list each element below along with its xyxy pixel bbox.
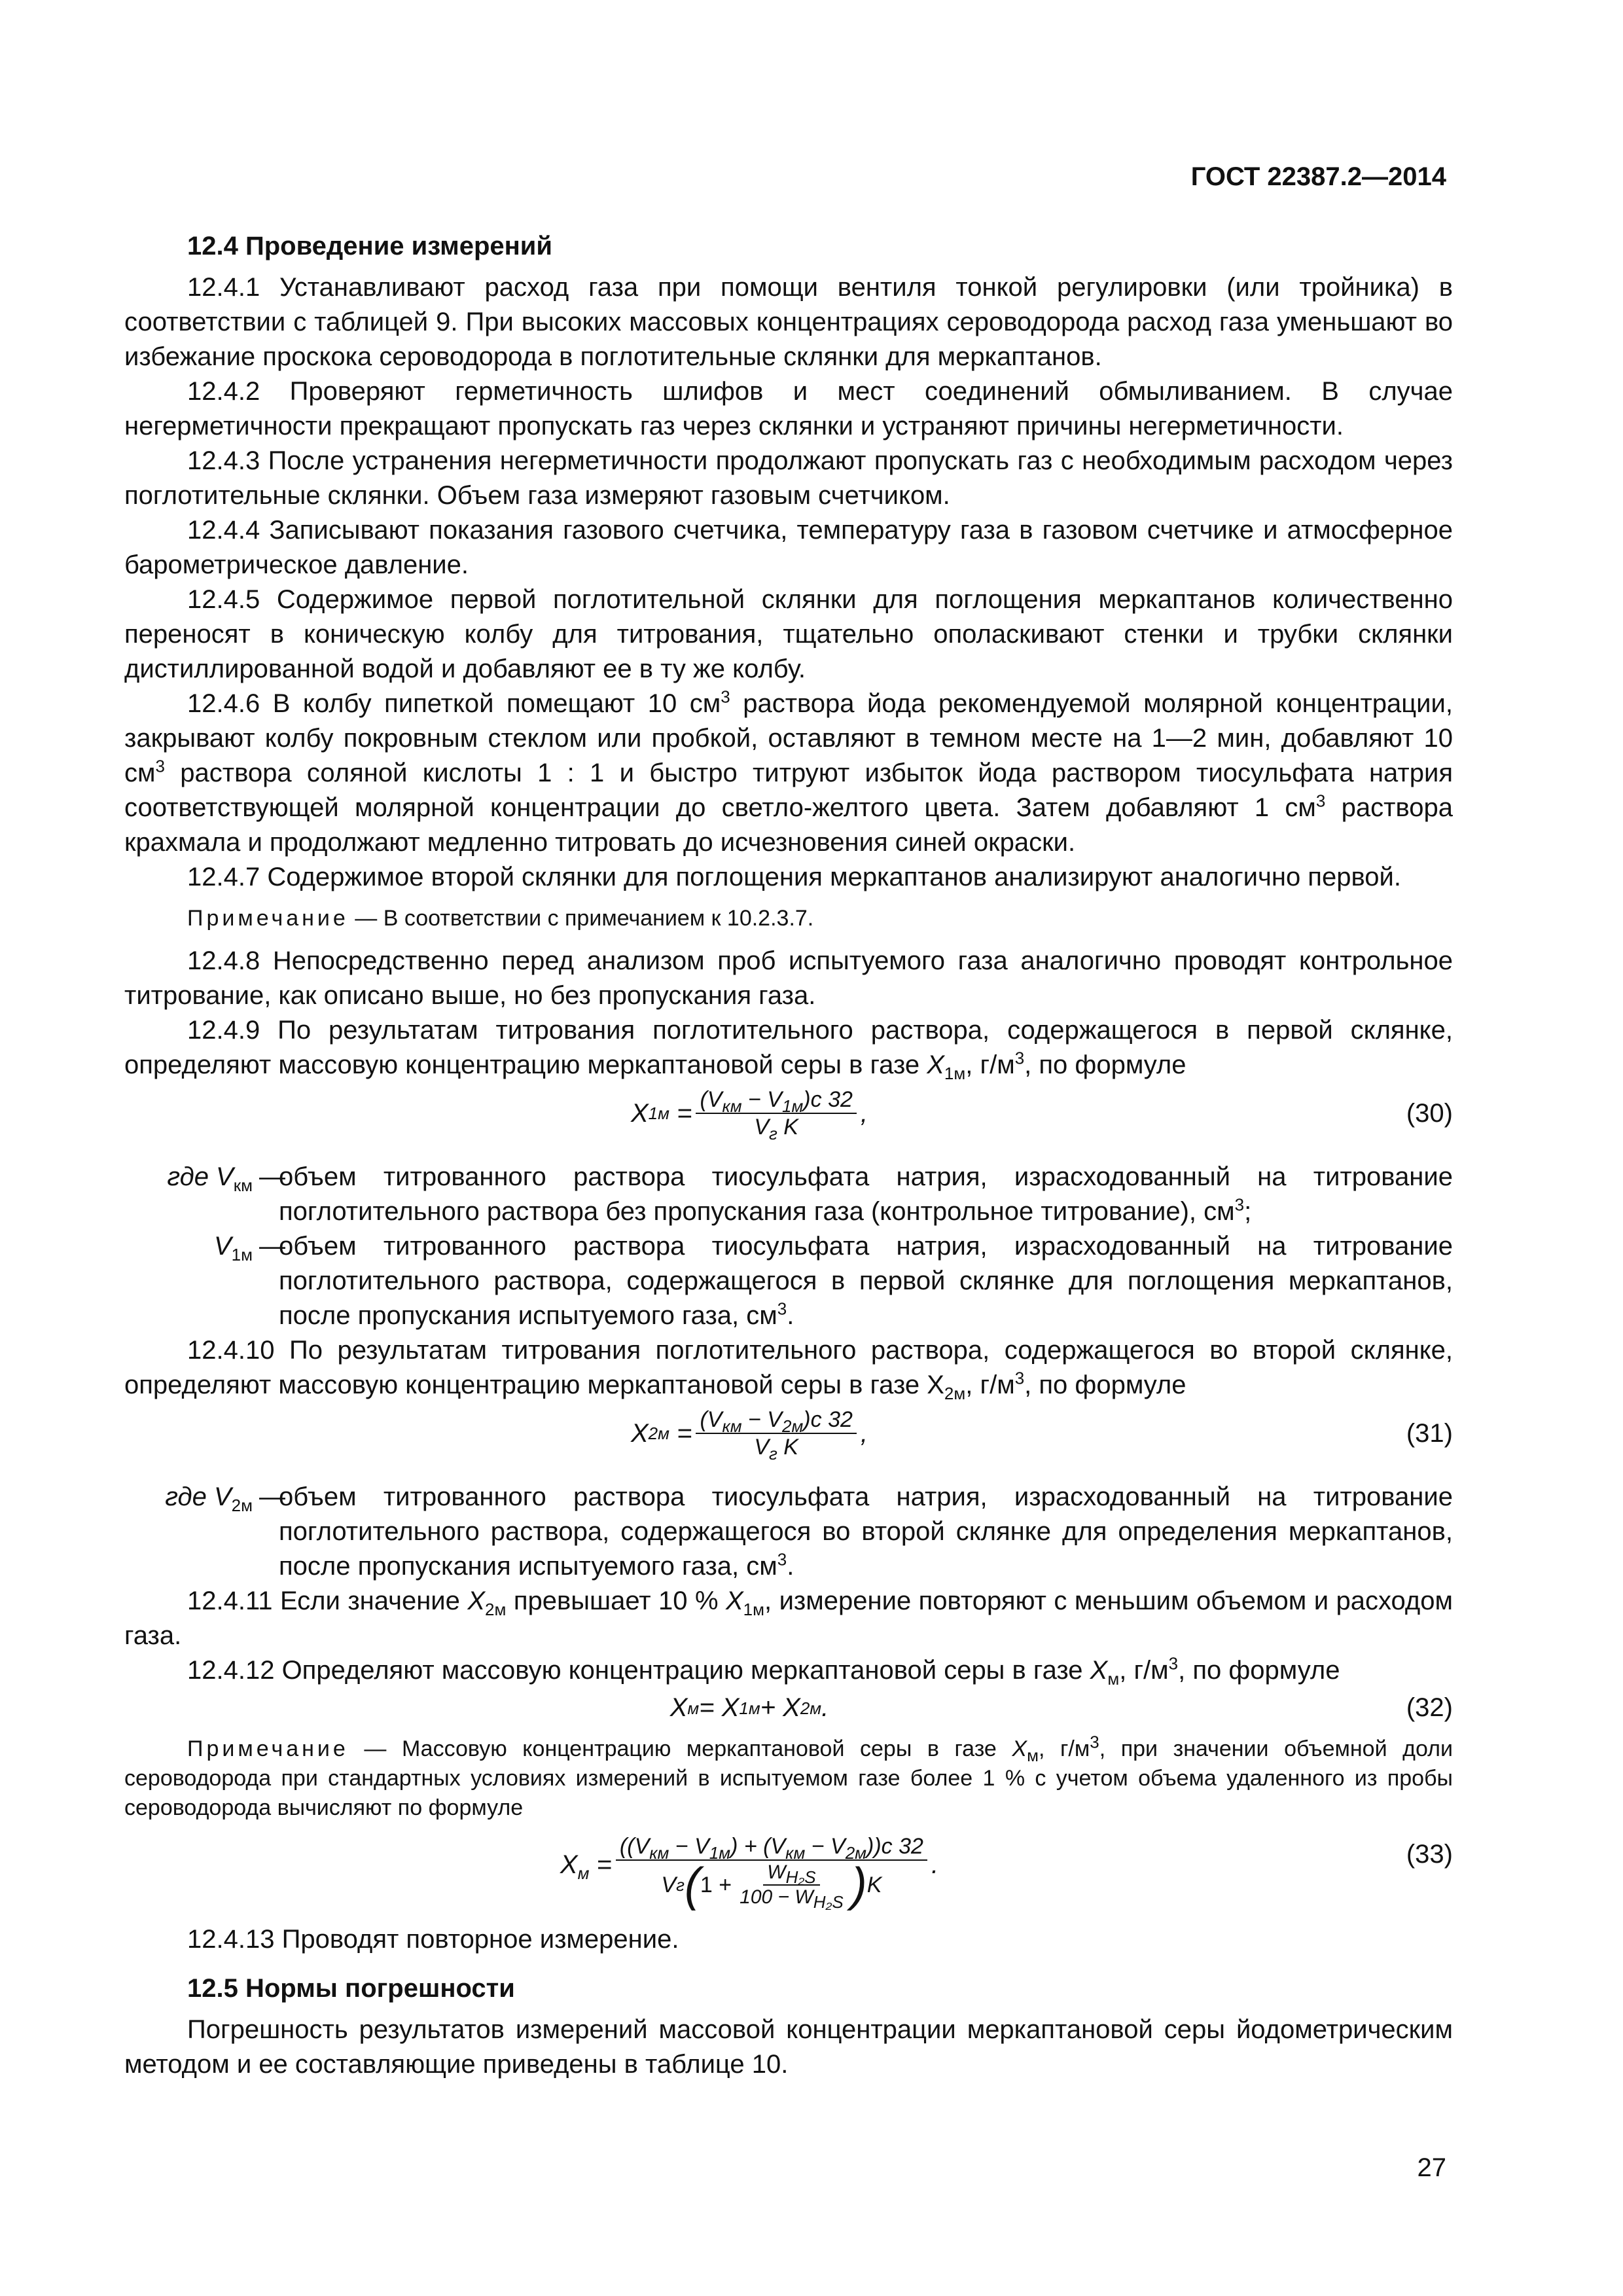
paragraph-12-4-6: 12.4.6 В колбу пипеткой помещают 10 $см^3$ раствора йода рекомендуемой молярной концентрации, закрывают колбу покровным стеклом или пробкой, оставляют в темном месте на 1—2 мин, добавляют 10 $см^3$ раствора соляной кислоты 1 : 1 и быстро титруют избыток йода раствором тиосульфата натрия соответствующей молярной концентрации до светло-желтого цвета. Затем добавляют 1 $см^3$ раствора крахмала и продолжают медленно титровать до исчезновения синей окраски.: [124, 687, 1454, 857]
paragraph-12-4-1: 12.4.1 Устанавливают расход газа при помощи вентиля тонкой регулировки (или тройника) в соответствии с таблицей 9. При высоких массовых концентрациях сероводорода расход газа уменьшают во избежание проскока сероводорода в поглотительные склянки для меркаптанов.: [124, 273, 1453, 371]
paragraph-12-4-4: 12.4.4 Записывают показания газового счетчика, температуру газа в газовом счетчике и атмосферное барометрическое давление.: [124, 516, 1453, 579]
formula-number-30: (30): [1406, 1098, 1453, 1128]
section-heading-12-5: 12.5 Нормы погрешности: [187, 1974, 515, 2003]
formula-number-32: (32): [1406, 1693, 1453, 1722]
paragraph-12-4-8: 12.4.8 Непосредственно перед анализом проб испытуемого газа аналогично проводят контрольное титрование, как описано выше, но без пропускания газа.: [124, 946, 1453, 1010]
document-id-header: ГОСТ 22387.2—2014: [1190, 162, 1446, 191]
paragraph-12-4-12: 12.4.12 Определяют массовую концентрацию меркаптановой серы в газе $X_м$, $г/м^3$, по формуле: [187, 1653, 1340, 1689]
formula-32: X м = X 1м + X 2м . (32): [124, 1691, 1453, 1725]
paragraph-12-4-5: 12.4.5 Содержимое первой поглотительной склянки для поглощения меркаптанов количественно переносят в коническую колбу для титрования, тщательно ополаскивают стенки и трубки склянки дистиллированной водой и добавляют ее в ту же колбу.: [124, 585, 1453, 683]
formula-33: $X_м$ = $((V_{км} - V_{1м}) + (V_{км} - V_{2м}))c$ 32 V г ( 1 + $\frac{W_{H_2S}}{100 - W_{H_2S}}$ ) K . (33): [560, 1834, 1453, 1912]
section-heading-12-4: 12.4 Проведение измерений: [187, 232, 552, 260]
paragraph-12-4-9: 12.4.9 По результатам титрования поглотительного раствора, содержащегося в первой склянке, определяют массовую концентрацию меркаптановой серы в газе $X_{1м}$, $г/м^3$, по формуле: [124, 1016, 1453, 1083]
note-1: Примечание — В соответствии с примечанием к 10.2.3.7.: [187, 906, 814, 931]
formula-number-31: (31): [1406, 1418, 1453, 1448]
page-number: 27: [1417, 2153, 1446, 2182]
page-content: [124, 229, 1453, 2082]
paragraph-12-4-13: 12.4.13 Проводят повторное измерение.: [187, 1925, 679, 1954]
formula-30: X 1м = $\frac{(V_{км} - V_{1м})c 32}{V_г K}$ , (30): [630, 1087, 1453, 1143]
paragraph-12-4-11: 12.4.11 Если значение $X_{2м}$ превышает 10 % $X_{1м}$, измерение повторяют с меньшим объемом и расходом газа.: [124, 1587, 1453, 1650]
paragraph-12-4-2: 12.4.2 Проверяют герметичность шлифов и мест соединений обмыливанием. В случае негерметичности прекращают пропускать газ через склянки и устраняют причины негерметичности.: [124, 377, 1453, 440]
paragraph-12-4-7: 12.4.7 Содержимое второй склянки для поглощения меркаптанов анализируют аналогично первой.: [187, 863, 1401, 891]
paragraph-12-4-10: 12.4.10 По результатам титрования поглотительного раствора, содержащегося во второй склянке, определяют массовую концентрацию меркаптановой серы в газе $Х_{2м}$, $г/м^3$, по формуле: [124, 1336, 1453, 1403]
where-item-v1m: $V_{1м}$ — объем титрованного раствора тиосульфата натрия, израсходованный на титрование поглотительного раствора, содержащегося в первой склянке для поглощения меркаптанов, после пропускания испытуемого газа, $см^3$.: [213, 1232, 1453, 1330]
note-2: Примечание — Массовую концентрацию меркаптановой серы в газе $X_м$, $г/м^3$, при значении объемной доли сероводорода при стандартных условиях измерений в испытуемом газе более 1 % с учетом объема удаленного из пробы сероводорода вычисляют по формуле: [124, 1732, 1453, 1820]
paragraph-12-4-3: 12.4.3 После устранения негерметичности продолжают пропускать газ с необходимым расходом через поглотительные склянки. Объем газа измеряют газовым счетчиком.: [124, 446, 1453, 510]
where-item-vkm: где $V_{км}$ — объем титрованного раствора тиосульфата натрия, израсходованный на титрование поглотительного раствора без пропускания газа (контрольное титрование), $см^3$;: [167, 1162, 1453, 1226]
formula-number-33: (33): [1406, 1840, 1453, 1869]
formula-31: X 2м = $\frac{(V_{км} - V_{2м})c 32}{V_г K}$ , (31): [630, 1407, 1453, 1463]
note-label: Примечание: [187, 906, 349, 931]
paragraph-12-5: Погрешность результатов измерений массовой концентрации меркаптановой серы йодометрическим методом и ее составляющие приведены в таблице 10.: [124, 2015, 1453, 2079]
note-label: Примечание: [187, 1736, 349, 1761]
where-item-v2m: где $V_{2м}$ — объем титрованного раствора тиосульфата натрия, израсходованный на титрование поглотительного раствора, содержащегося во второй склянке для определения меркаптанов, после пропускания испытуемого газа, $см^3$.: [165, 1482, 1453, 1581]
